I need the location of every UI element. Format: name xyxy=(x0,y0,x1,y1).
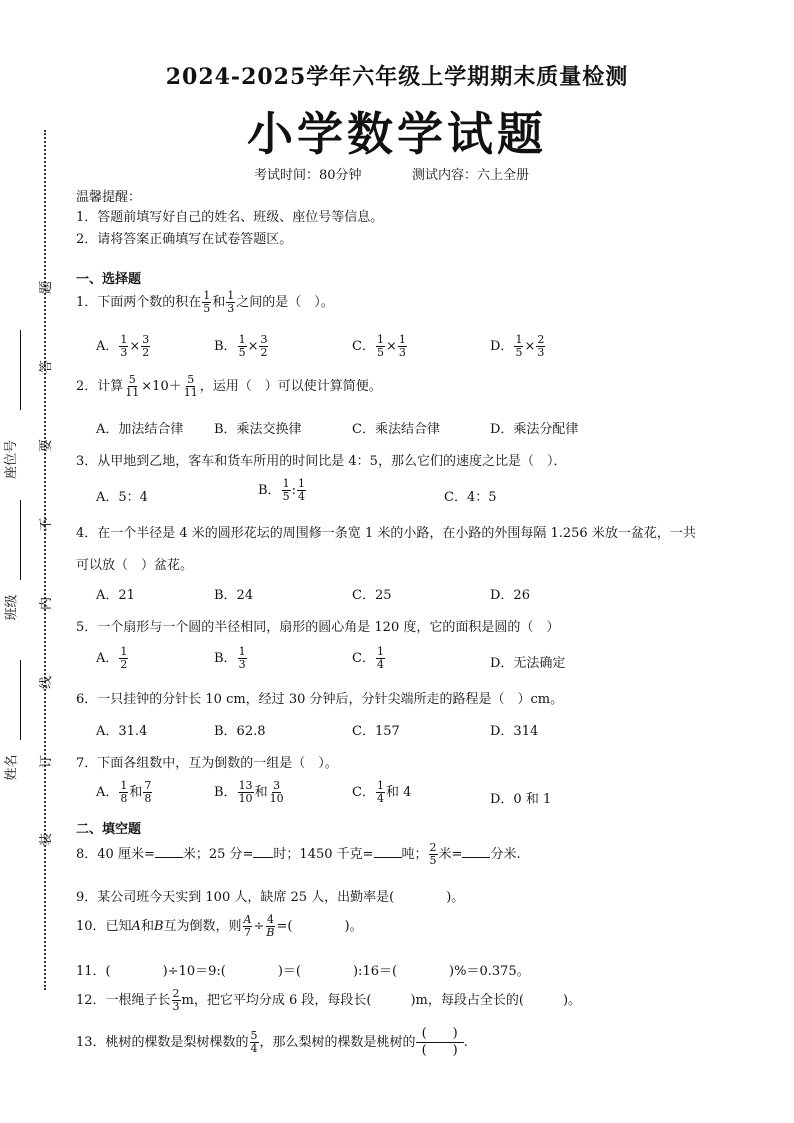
fraction xyxy=(514,334,523,359)
denominator: 4 xyxy=(376,658,384,671)
fraction xyxy=(269,780,285,805)
seal-char: 不 xyxy=(39,517,55,532)
option-label: C． xyxy=(352,339,375,354)
q8-text: 8．40 厘米= xyxy=(76,847,155,862)
fraction xyxy=(124,374,140,399)
question-8 xyxy=(76,842,521,867)
denominator: 3 xyxy=(398,346,406,359)
operator: × xyxy=(524,339,536,354)
seal-char: 答 xyxy=(39,359,55,374)
seal-char: 订 xyxy=(39,754,55,769)
numerator: 1 xyxy=(120,645,128,658)
question-5: 5．一个扇形与一个圆的半径相同，扇形的圆心角是 120 度，它的面积是圆的（ ） xyxy=(76,620,560,635)
answer-fraction-blank[interactable] xyxy=(416,1026,464,1059)
q13-text: 13．桃树的棵数是梨树棵数的 xyxy=(76,1035,249,1050)
denominator: 2 xyxy=(120,658,128,671)
numerator: ( ) xyxy=(416,1026,464,1043)
name-underline xyxy=(20,660,21,740)
numerator: A xyxy=(243,913,252,926)
subject-title: 小学数学试题 xyxy=(247,107,547,161)
fraction xyxy=(376,780,385,805)
q2-text-mid: ×10＋ xyxy=(141,379,182,394)
question-9: 9．某公司班今天实到 100 人，缺席 25 人，出勤率是( )。 xyxy=(76,890,465,905)
q2-text-pre: 2．计算 xyxy=(76,379,124,394)
q6-option-d[interactable]: D．314 xyxy=(490,724,539,739)
numerator: 5 xyxy=(187,373,195,386)
numerator: 1 xyxy=(376,333,384,346)
q7-option-c[interactable] xyxy=(352,780,411,805)
denominator: 5 xyxy=(376,346,384,359)
q7-option-b[interactable] xyxy=(214,780,286,805)
fraction xyxy=(250,1030,259,1055)
option-label: C． xyxy=(352,785,375,800)
denominator: 10 xyxy=(269,792,284,805)
denominator: 7 xyxy=(244,926,251,939)
denominator: 10 xyxy=(238,792,253,805)
seal-char: 题 xyxy=(39,280,55,295)
numerator: 1 xyxy=(398,333,406,346)
seat-label: 座位号 xyxy=(4,439,20,480)
numerator: 1 xyxy=(120,333,128,346)
fraction xyxy=(429,842,438,867)
numerator: 2 xyxy=(172,987,180,1000)
operator: × xyxy=(385,339,397,354)
numerator: 2 xyxy=(429,841,437,854)
q1-option-a[interactable] xyxy=(96,334,151,359)
q8-text: 吨； xyxy=(401,847,428,862)
and-word: 和 xyxy=(254,785,268,800)
q1-option-d[interactable] xyxy=(490,334,546,359)
fraction xyxy=(226,290,235,315)
fraction xyxy=(238,334,247,359)
numerator: 3 xyxy=(260,333,268,346)
denominator: 3 xyxy=(238,658,246,671)
option-label: A． xyxy=(96,339,119,354)
q13-text: . xyxy=(463,1035,468,1050)
q1-text-mid: 和 xyxy=(212,295,226,310)
numerator: 13 xyxy=(238,779,253,792)
question-13 xyxy=(76,1026,468,1059)
fraction xyxy=(265,914,275,939)
fraction xyxy=(238,646,247,671)
q5-option-b[interactable] xyxy=(214,646,248,671)
q4-option-b[interactable]: B．24 xyxy=(214,588,254,603)
option-label: B． xyxy=(214,785,237,800)
numerator: 1 xyxy=(203,289,211,302)
variable-b: B xyxy=(153,919,164,934)
q4-option-a[interactable]: A．21 xyxy=(96,588,135,603)
numerator: 1 xyxy=(297,477,305,490)
exam-time: 考试时间：80分钟 xyxy=(254,168,362,183)
q3-option-b[interactable] xyxy=(258,478,307,503)
denominator: 3 xyxy=(172,1000,180,1013)
tip-item: 2．请将答案正确填写在试卷答题区。 xyxy=(76,232,293,247)
q2-option-d[interactable]: D．乘法分配律 xyxy=(490,422,579,437)
denominator: ( ) xyxy=(421,1043,458,1058)
fraction xyxy=(172,988,181,1013)
fraction xyxy=(376,646,385,671)
denominator: 3 xyxy=(227,302,235,315)
denominator: 5 xyxy=(203,302,211,315)
q5-option-d[interactable]: D．无法确定 xyxy=(490,656,566,671)
section-heading: 一、选择题 xyxy=(76,272,142,287)
ratio-colon: : xyxy=(291,483,296,498)
numerator: 5 xyxy=(250,1029,258,1042)
name-label: 姓名 xyxy=(4,754,20,781)
question-10 xyxy=(76,914,363,939)
seal-char: 线 xyxy=(39,675,55,690)
tips-heading: 温馨提醒： xyxy=(76,190,142,205)
fraction xyxy=(238,780,254,805)
numerator: 1 xyxy=(227,289,235,302)
answer-blank[interactable] xyxy=(462,847,490,858)
option-label: B． xyxy=(214,651,237,666)
fraction xyxy=(143,780,152,805)
numerator: 5 xyxy=(128,373,136,386)
fraction xyxy=(259,334,268,359)
question-12 xyxy=(76,988,581,1013)
seal-char: 装 xyxy=(39,832,55,847)
seal-char: 内 xyxy=(39,596,55,611)
q2-option-a[interactable]: A．加法结合律 xyxy=(96,422,184,437)
question-11: 11．( )÷10＝9:( )＝( ):16＝( )%＝0.375。 xyxy=(76,964,530,979)
denominator: 11 xyxy=(183,386,198,399)
binding-dotted-line xyxy=(44,130,46,990)
denominator: 5 xyxy=(282,490,290,503)
answer-blank[interactable] xyxy=(253,847,273,858)
numerator: 7 xyxy=(144,779,152,792)
option-label: A． xyxy=(96,651,119,666)
denominator: 5 xyxy=(515,346,523,359)
class-label: 班级 xyxy=(4,594,20,621)
exam-content: 测试内容：六上全册 xyxy=(412,168,530,183)
numerator: 1 xyxy=(120,779,128,792)
fraction xyxy=(202,290,211,315)
q4-option-c[interactable]: C．25 xyxy=(352,588,392,603)
denominator: 11 xyxy=(125,386,140,399)
q10-text: 互为倒数，则 xyxy=(163,919,242,934)
q8-text: 米；25 分= xyxy=(182,847,254,862)
q8-text: 分米. xyxy=(490,847,521,862)
denominator: 8 xyxy=(144,792,152,805)
denominator: 4 xyxy=(250,1042,258,1055)
denominator: 2 xyxy=(142,346,150,359)
fraction xyxy=(119,780,128,805)
operator: × xyxy=(247,339,259,354)
numerator: 1 xyxy=(238,645,246,658)
denominator: 8 xyxy=(120,792,128,805)
q13-text: ，那么梨树的棵数是桃树的 xyxy=(259,1035,416,1050)
question-3: 3．从甲地到乙地，客车和货车所用的时间比是 4：5，那么它们的速度之比是（ ）． xyxy=(76,454,567,469)
q1-option-c[interactable] xyxy=(352,334,408,359)
fraction xyxy=(398,334,407,359)
q12-text: m，把它平均分成 6 段，每段长( )m，每段占全长的( )。 xyxy=(181,993,582,1008)
denominator: 3 xyxy=(120,346,128,359)
seal-char: 要 xyxy=(39,438,55,453)
fraction xyxy=(141,334,150,359)
fraction xyxy=(376,334,385,359)
q4-option-d[interactable]: D．26 xyxy=(490,588,530,603)
q6-option-c[interactable]: C．157 xyxy=(352,724,400,739)
and-word: 和 4 xyxy=(385,785,412,800)
q5-option-a[interactable] xyxy=(96,646,129,671)
q10-text: 10．已知 xyxy=(76,919,132,934)
q7-option-d[interactable]: D．0 和 1 xyxy=(490,792,552,807)
divide-sign: ÷ xyxy=(253,919,265,934)
denominator: 5 xyxy=(429,854,437,867)
fraction xyxy=(183,374,199,399)
q10-text: 和 xyxy=(140,919,154,934)
question-6: 6．一只挂钟的分针长 10 cm，经过 30 分钟后，分针尖端所走的路程是（ ）cm。 xyxy=(76,692,564,707)
section-heading: 二、填空题 xyxy=(76,822,142,837)
q5-option-c[interactable] xyxy=(352,646,386,671)
numerator: 3 xyxy=(273,779,281,792)
q8-text: 时；1450 千克= xyxy=(273,847,374,862)
denominator: 5 xyxy=(238,346,246,359)
question-7: 7．下面各组数中，互为倒数的一组是（ ）。 xyxy=(76,756,338,771)
and-word: 和 xyxy=(129,785,143,800)
numerator: 1 xyxy=(515,333,523,346)
denominator: 2 xyxy=(260,346,268,359)
class-underline xyxy=(20,500,21,580)
fraction xyxy=(243,914,253,939)
numerator: 1 xyxy=(282,477,290,490)
fraction xyxy=(282,478,291,503)
fraction xyxy=(297,478,306,503)
q1-option-b[interactable] xyxy=(214,334,269,359)
q3-option-c[interactable]: C．4：5 xyxy=(444,490,497,505)
denominator: 4 xyxy=(376,792,384,805)
numerator: 1 xyxy=(238,333,246,346)
operator: × xyxy=(129,339,141,354)
q12-text: 12．一根绳子长 xyxy=(76,993,171,1008)
question-1 xyxy=(76,290,334,315)
exam-title: 2024-2025学年六年级上学期期末质量检测 xyxy=(165,64,629,90)
q8-text: 米= xyxy=(438,847,463,862)
q2-option-c[interactable]: C．乘法结合律 xyxy=(352,422,440,437)
seat-underline xyxy=(20,330,21,410)
q3-option-a[interactable]: A．5：4 xyxy=(96,490,148,505)
question-4: 4．在一个半径是 4 米的圆形花坛的周围修一条宽 1 米的小路，在小路的外围每隔 1.256 米放一盆花，一共 xyxy=(76,526,696,541)
q2-option-b[interactable]: B．乘法交换律 xyxy=(214,422,302,437)
question-2 xyxy=(76,374,382,399)
fraction xyxy=(536,334,545,359)
variable-a: A xyxy=(131,919,141,934)
option-label: B． xyxy=(214,339,237,354)
answer-blank[interactable] xyxy=(374,847,402,858)
denominator: B xyxy=(266,926,275,939)
q1-text-pre: 1．下面两个数的积在 xyxy=(76,295,202,310)
option-label: A． xyxy=(96,785,119,800)
denominator: 3 xyxy=(537,346,545,359)
option-label: C． xyxy=(352,651,375,666)
answer-blank[interactable] xyxy=(155,847,183,858)
q10-text: =( )。 xyxy=(276,919,363,934)
q7-option-a[interactable] xyxy=(96,780,153,805)
q6-option-a[interactable]: A．31.4 xyxy=(96,724,148,739)
option-label: D． xyxy=(490,339,514,354)
option-label: B． xyxy=(258,483,281,498)
q2-text-post: ，运用（ ）可以使计算简便。 xyxy=(199,379,382,394)
numerator: 1 xyxy=(376,645,384,658)
numerator: 1 xyxy=(376,779,384,792)
q1-text-post: 之间的是（ ）。 xyxy=(236,295,334,310)
numerator: 3 xyxy=(142,333,150,346)
fraction xyxy=(119,646,128,671)
tip-item: 1．答题前填写好自己的姓名、班级、座位号等信息。 xyxy=(76,210,384,225)
q6-option-b[interactable]: B．62.8 xyxy=(214,724,266,739)
numerator: 2 xyxy=(537,333,545,346)
question-4-cont: 可以放（ ）盆花。 xyxy=(76,558,194,573)
denominator: 4 xyxy=(297,490,305,503)
fraction xyxy=(119,334,128,359)
numerator: 4 xyxy=(266,913,274,926)
